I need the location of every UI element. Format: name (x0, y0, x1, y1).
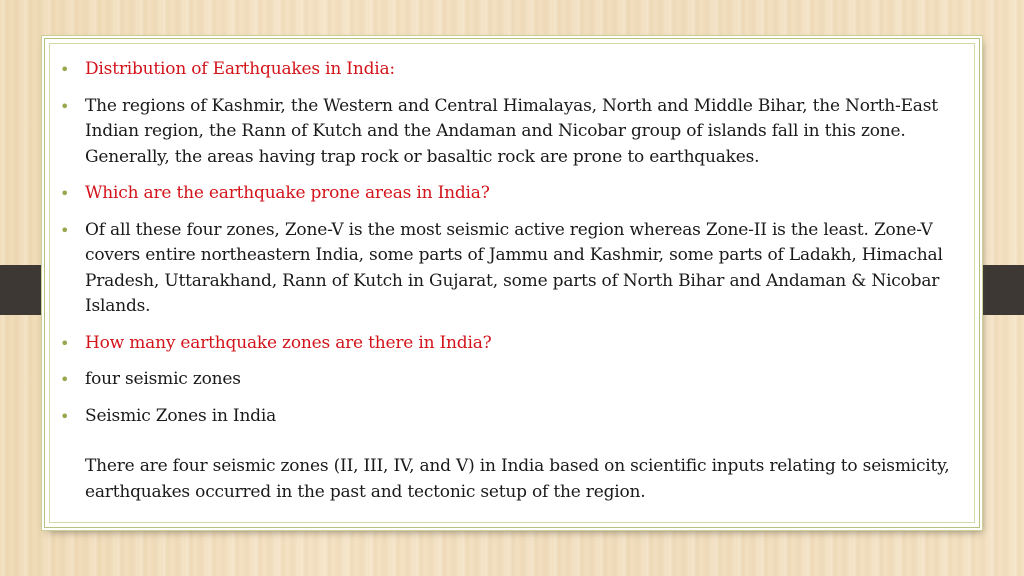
bullet-item-distribution-heading (57, 57, 969, 83)
bullet-item-regions-description (57, 94, 969, 171)
bullet-text: The regions of Kashmir, the Western and Central Himalayas, North and Middle Bihar, the North-East Indian region, the Rann of Kutch and the Andaman and Nicobar group of islands fall in this zone. Generally, the areas having trap rock or basaltic rock are prone to earthquakes. (85, 95, 938, 167)
bullet-item-seismic-zones-heading (57, 404, 969, 430)
bullet-icon: • (60, 406, 70, 426)
bullet-item-zones-description (57, 218, 969, 320)
bullet-text: Of all these four zones, Zone-V is the most seismic active region whereas Zone-II is the least. Zone-V covers entire northeastern India, some parts of Jammu and Kashmir, some parts of Ladakh, Himachal Pradesh, Uttarakhand, Rann of Kutch in Gujarat, some parts of North Bihar and Andaman & Nicobar Islands. (85, 219, 943, 316)
bullet-item-zone-count-question (57, 331, 969, 357)
bullet-icon: • (60, 370, 70, 389)
slide-card (44, 38, 980, 528)
bullet-icon: • (60, 60, 70, 79)
bullet-item-prone-areas-question (57, 181, 969, 207)
bullet-text: Distribution of Earthquakes in India: (85, 59, 395, 79)
bullet-icon: • (60, 96, 70, 116)
closing-paragraph: There are four seismic zones (II, III, IV, and V) in India based on scientific inputs relating to seismicity, earthquakes occurred in the past and tectonic setup of the region. (85, 456, 950, 502)
bullet-item-zone-count-answer (57, 367, 969, 393)
bullet-icon: • (60, 184, 70, 203)
slide-content (57, 57, 969, 505)
bullet-text: Which are the earthquake prone areas in India? (85, 183, 490, 203)
bullet-icon: • (60, 220, 70, 240)
bullet-text: Seismic Zones in India (85, 405, 277, 426)
bullet-text: four seismic zones (85, 369, 241, 389)
bullet-text: How many earthquake zones are there in India? (85, 332, 492, 353)
bullet-icon: • (60, 333, 70, 353)
